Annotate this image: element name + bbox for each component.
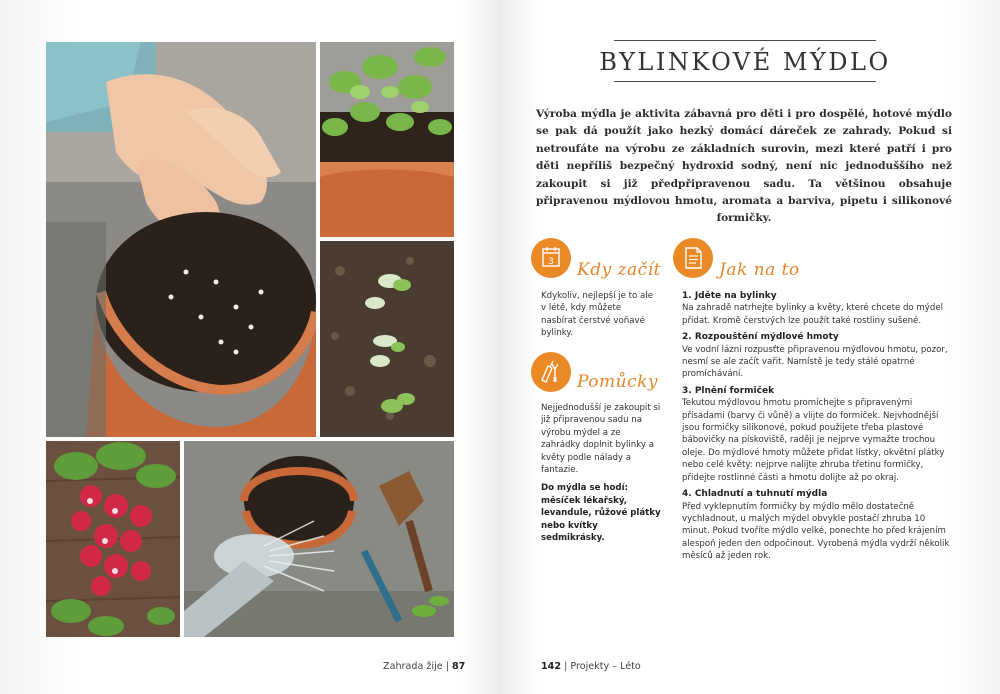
- tools-text: Nejjednodušší je zakoupit si již připravenou sadu na výrobu mýdel a ze zahrádky doplnit bylinky a květy podle nálady a fantazie.: [541, 403, 661, 476]
- footer-left: [383, 661, 465, 672]
- photo-sprouts-in-soil: [320, 241, 454, 437]
- footer-right: [541, 661, 641, 672]
- step-2-title: 2. Rozpouštění mýdlové hmoty: [682, 332, 839, 343]
- footer-right-page-number: 142: [541, 661, 562, 672]
- footer-left-page-number: 87: [451, 661, 466, 672]
- page-title: BYLINKOVÉ MÝDLO: [599, 48, 891, 76]
- when-text: Kdykoliv, nejlepší je to ale v létě, kdy můžete nasbírat čerstvé voňavé bylinky.: [541, 291, 653, 339]
- photo-seedlings-in-pot: [320, 42, 454, 237]
- photo-child-sowing-seeds: [46, 42, 316, 437]
- page-title-block: [592, 40, 898, 82]
- footer-right-label: | Projekty – Léto: [561, 661, 641, 672]
- step-1-title: 1. Jděte na bylinky: [682, 291, 777, 301]
- step-3-text: Tekutou mýdlovou hmotu promíchejte s připravenými přísadami (barvy či vůně) a vlijte do formiček. Nejvhodnější jsou formičky silikonové, pokud použijete třeba plastové bábovičky na pískoviště, raději je nejprve vymažte trochou oleje. Do mýdlové hmoty můžete přidat lístky, okvětní plátky nebo celé květy: nejprve nalijte zhruba třetinu formičky, přidejte rostlinné části a hmotu dolijte až po okraj.: [682, 398, 945, 483]
- document-icon: [673, 238, 713, 278]
- title-rule-bottom: [614, 81, 876, 82]
- svg-text:3: 3: [548, 257, 554, 267]
- step-4-text: Před vyklepnutím formičky by mýdlo mělo dostatečně vychladnout, u malých mýdel obvykle postačí zhruba 10 minut. Pokud tvoříte mýdlo velké, ponechte ho před krájením alespoň jeden den odpočinout. Vyrobená mýdla vydrží několik měsíců až jeden rok.: [682, 501, 950, 562]
- step-4-title: 4. Chladnutí a tuhnutí mýdla: [682, 489, 828, 500]
- when-heading: Kdy začít: [577, 260, 661, 280]
- howto-steps: [682, 290, 954, 563]
- tools-soap-ingredients: Do mýdla se hodí: měsíček lékařský, levandule, růžové plátky nebo kvítky sedmikrásky.: [541, 483, 661, 544]
- step-2-text: Ve vodní lázni rozpusťte připravenou mýdlovou hmotu, pozor, nesmí se ale začít vařit. Namístě je tedy stálé opatrné promíchávání.: [682, 344, 948, 380]
- tools-text-block: [541, 402, 661, 544]
- tools-heading: Pomůcky: [577, 372, 658, 392]
- calendar-icon: [531, 238, 571, 278]
- step-1-text: Na zahradě natrhejte bylinky a květy, které chcete do mýdel přidat. Kromě čerstvých lze použít také rostliny sušené.: [682, 303, 944, 326]
- garden-tools-icon: [531, 352, 571, 392]
- step-3-title: 3. Plnění formiček: [682, 385, 775, 396]
- footer-left-label: Zahrada žije |: [383, 661, 452, 672]
- photo-watering-can-and-tools: [184, 441, 454, 637]
- photo-radishes: [46, 441, 180, 637]
- intro-paragraph: Výroba mýdla je aktivita zábavná pro děti i pro dospělé, hotové mýdlo se pak dá použít jako hezký domácí dáreček ze zahrady. Pokud si netroufáte na výrobu ze základních surovin, mezi které patří i pro děti nepříliš bezpečný hydroxid sodný, není nic jednoduššího než zakoupit si již předpřipravenou sadu. Ta většinou obsahuje připravenou mýdlovou hmotu, aromata a barviva, pipetu i silikonové formičky.: [536, 108, 952, 225]
- howto-heading: Jak na to: [719, 260, 800, 280]
